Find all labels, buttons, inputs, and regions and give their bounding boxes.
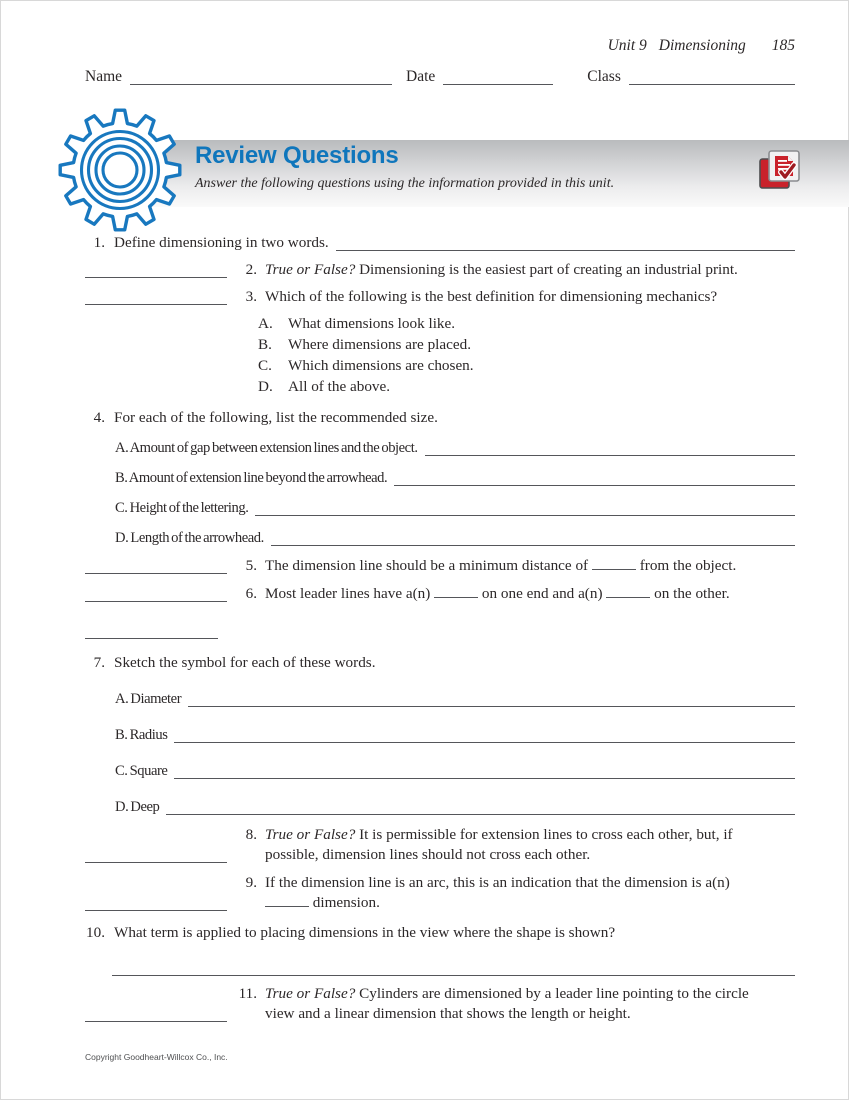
inline-answer-blank xyxy=(265,895,309,907)
answer-blank xyxy=(85,291,227,305)
answer-blank xyxy=(85,560,227,574)
unit-title: Dimensioning xyxy=(658,37,746,54)
document-check-icon xyxy=(757,147,803,193)
question-number: 2. xyxy=(245,261,257,278)
question-number: 11. xyxy=(238,985,257,1002)
item-label: B. Radius xyxy=(115,727,168,743)
answer-blank xyxy=(336,237,795,251)
review-questions-banner xyxy=(150,140,849,207)
question-10 xyxy=(85,923,795,943)
banner-title: Review Questions xyxy=(195,142,399,169)
true-false-prefix: True or False? xyxy=(265,985,356,1002)
question-4 xyxy=(85,408,795,428)
banner-subtitle: Answer the following questions using the information provided in this unit. xyxy=(195,176,615,191)
answer-blank xyxy=(255,502,795,516)
question-text: If the dimension line is an arc, this is an indication that the dimension is a(n) dimension. xyxy=(265,874,730,911)
question-4-item-a xyxy=(115,438,795,458)
name-label: Name xyxy=(85,68,123,85)
choice-text: What dimensions look like. xyxy=(288,315,456,332)
copyright-footer: Copyright Goodheart-Willcox Co., Inc. xyxy=(85,1052,228,1062)
choice-b xyxy=(258,334,795,355)
item-label: C. Square xyxy=(115,763,168,779)
class-blank xyxy=(629,71,795,85)
choice-letter: A. xyxy=(258,315,273,332)
question-7-item-c xyxy=(115,761,795,781)
question-11 xyxy=(85,984,795,1024)
choice-c xyxy=(258,355,795,376)
item-label: C. Height of the lettering. xyxy=(115,500,249,516)
inline-answer-blank xyxy=(606,586,650,598)
question-number: 8. xyxy=(245,826,257,843)
class-label: Class xyxy=(587,68,621,85)
question-9 xyxy=(85,873,795,913)
question-7 xyxy=(85,653,795,673)
question-text: True or False? It is permissible for extension lines to cross each other, but, if possible, dimension lines should not cross each other. xyxy=(265,826,733,863)
running-head xyxy=(608,37,795,55)
question-7-item-a xyxy=(115,689,795,709)
date-blank xyxy=(443,71,553,85)
item-label: D. Length of the arrowhead. xyxy=(115,530,264,546)
item-label: A. Diameter xyxy=(115,691,182,707)
question-text: Which of the following is the best definition for dimensioning mechanics? xyxy=(265,288,718,305)
answer-blank xyxy=(85,897,227,911)
choice-text: Where dimensions are placed. xyxy=(288,336,472,353)
answer-blank xyxy=(271,532,795,546)
question-number: 1. xyxy=(93,234,105,251)
item-label: A. Amount of gap between extension lines and the object. xyxy=(115,440,418,456)
answer-blank xyxy=(85,588,227,602)
inline-answer-blank xyxy=(592,558,636,570)
questions-list xyxy=(85,233,795,1024)
answer-blank xyxy=(425,442,795,456)
answer-blank xyxy=(394,472,795,486)
choice-letter: B. xyxy=(258,336,272,353)
question-text: The dimension line should be a minimum distance of from the object. xyxy=(265,557,737,574)
question-8 xyxy=(85,825,795,865)
question-text: Most leader lines have a(n) on one end and a(n) on the other. xyxy=(265,585,730,602)
question-10-answer-blank xyxy=(112,961,795,976)
choice-letter: C. xyxy=(258,357,272,374)
question-7-item-b xyxy=(115,725,795,745)
choice-a xyxy=(258,313,795,334)
question-number: 3. xyxy=(245,288,257,305)
question-3 xyxy=(85,287,795,307)
question-number: 10. xyxy=(86,924,105,941)
question-number: 7. xyxy=(93,654,105,671)
name-blank xyxy=(130,71,392,85)
answer-blank xyxy=(85,1008,227,1022)
question-4-item-c xyxy=(115,498,795,518)
true-false-prefix: True or False? xyxy=(265,261,356,278)
item-label: B. Amount of extension line beyond the arrowhead. xyxy=(115,470,388,486)
question-number: 6. xyxy=(245,585,257,602)
inline-answer-blank xyxy=(434,586,478,598)
question-text: Define dimensioning in two words. xyxy=(114,234,329,251)
page-number: 185 xyxy=(771,37,795,54)
answer-blank xyxy=(85,849,227,863)
student-info-row xyxy=(85,68,795,86)
item-label: D. Deep xyxy=(115,799,160,815)
question-1 xyxy=(85,233,795,253)
unit-label: Unit 9 xyxy=(607,37,647,54)
question-number: 5. xyxy=(245,557,257,574)
question-2 xyxy=(85,260,795,280)
answer-blank xyxy=(166,801,795,815)
question-4-item-d xyxy=(115,528,795,548)
question-3-choices xyxy=(258,313,795,397)
question-text: For each of the following, list the recommended size. xyxy=(114,409,438,426)
answer-blank xyxy=(85,264,227,278)
question-5 xyxy=(85,556,795,576)
choice-letter: D. xyxy=(258,378,273,395)
choice-text: Which dimensions are chosen. xyxy=(288,357,474,374)
question-6-extra-answer-blank xyxy=(85,625,218,639)
date-label: Date xyxy=(406,68,436,85)
question-text: What term is applied to placing dimensions in the view where the shape is shown? xyxy=(114,924,616,941)
answer-blank xyxy=(174,765,795,779)
question-7-item-d xyxy=(115,797,795,817)
question-text: Sketch the symbol for each of these words. xyxy=(114,654,376,671)
question-6 xyxy=(85,584,795,604)
question-number: 4. xyxy=(93,409,105,426)
question-text: True or False? Cylinders are dimensioned by a leader line pointing to the circle view and a linear dimension that shows the length or height. xyxy=(265,985,749,1022)
answer-blank xyxy=(174,729,795,743)
question-text: True or False? Dimensioning is the easiest part of creating an industrial print. xyxy=(265,261,738,278)
answer-blank xyxy=(188,693,795,707)
question-4-item-b xyxy=(115,468,795,488)
question-number: 9. xyxy=(245,874,257,891)
true-false-prefix: True or False? xyxy=(265,826,356,843)
gear-icon xyxy=(56,106,184,234)
choice-text: All of the above. xyxy=(288,378,391,395)
choice-d xyxy=(258,376,795,397)
